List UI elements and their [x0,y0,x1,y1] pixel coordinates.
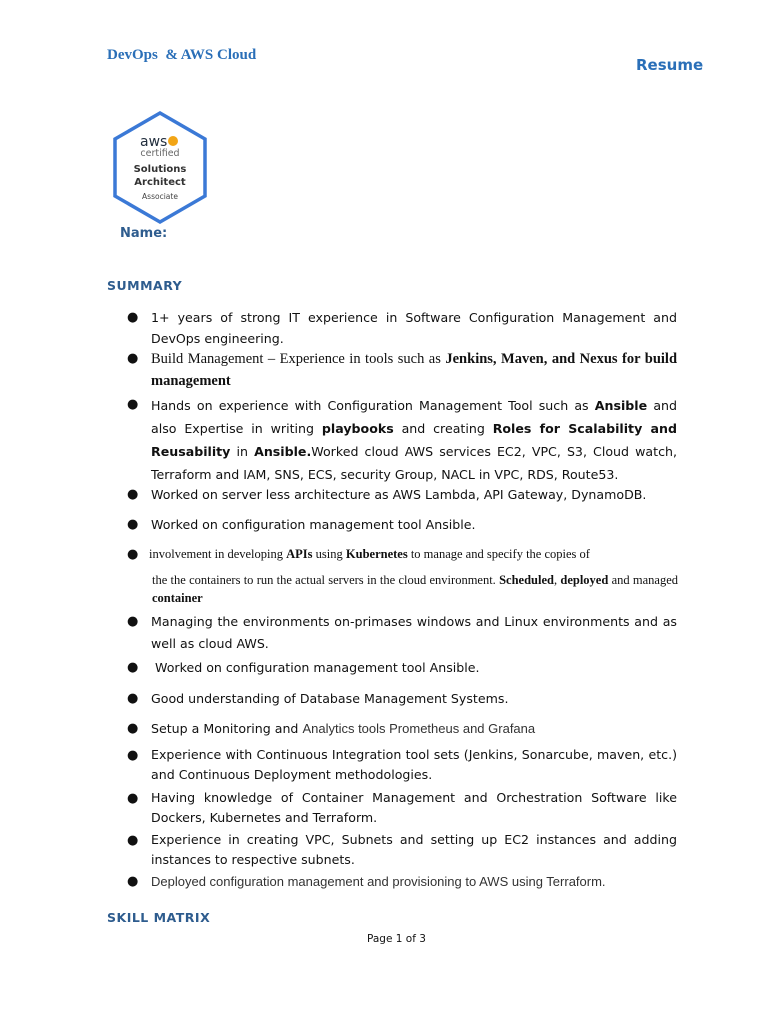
bullet-text: Experience with Continuous Integration tool sets (Jenkins, Sonarcube, maven, etc.) and Continuous Deployment methodologies. [151,747,677,782]
badge-solutions-text: Solutions [133,164,187,175]
badge-architect-text: Architect [134,177,186,188]
badge-check-icon [168,136,178,146]
bullet-text: Experience in creating VPC, Subnets and setting up EC2 instances and adding instances to respective subnets. [151,832,677,867]
summary-title: SUMMARY [107,278,183,293]
bullet-text: Worked on configuration management tool Ansible. [151,660,480,675]
bullet-text-continued: the the containers to run the actual servers in the cloud environment. Scheduled, deployed and managed container [152,573,679,605]
bullet-text: Having knowledge of Container Management and Orchestration Software like Dockers, Kubernetes and Terraform. [151,790,677,825]
bullet-text: Hands on experience with Configuration Management Tool such as Ansible and also Expertise in writing playbooks and creating Roles for Scalability and Reusability in Ansible.Worked cloud AWS services EC2, VPC, S3, Cloud watch, Terraform and IAM, SNS, ECS, security Group, NACL in VPC, RDS, Route53. [151,398,678,482]
badge-certified-text: certified [140,148,180,159]
bullet-text: Good understanding of Database Management Systems. [151,691,509,706]
page-number: Page 1 of 3 [367,933,426,945]
badge-aws-text: aws [140,134,168,150]
skill-matrix-title: SKILL MATRIX [107,910,211,925]
bullet-text: 1+ years of strong IT experience in Software Configuration Management and DevOps engineering. [151,310,677,346]
bullet-icon: ● [127,874,139,889]
bullet-icon: ● [127,748,139,763]
bullet-icon: ● [127,517,139,532]
bullet-icon: ● [127,660,139,675]
bullet-icon: ● [127,833,139,848]
bullet-text: Managing the environments on-primases windows and Linux environments and as well as cloud AWS. [151,614,677,651]
aws-certified-badge [110,110,210,225]
bullet-text: Worked on server less architecture as AWS Lambda, API Gateway, DynamoDB. [151,487,647,502]
bullet-icon: ● [127,791,139,806]
bullet-text: Build Management – Experience in tools such as Jenkins, Maven, and Nexus for build management [151,351,678,389]
bullet-text: Setup a Monitoring and Analytics tools Prometheus and Grafana [151,721,536,736]
bullet-icon: ● [127,691,139,706]
bullet-icon: ● [127,487,139,502]
name-label: Name: [120,226,168,241]
bullet-text: Worked on configuration management tool Ansible. [151,517,476,532]
bullet-icon: ● [127,310,139,325]
bullet-icon: ● [127,614,139,629]
bullet-icon: ● [127,351,139,366]
bullet-text: involvement in developing APIs using Kubernetes to manage and specify the copies of [149,547,590,561]
bullet-text: Deployed configuration management and provisioning to AWS using Terraform. [151,874,606,889]
bullet-icon: ● [127,547,139,562]
bullet-icon: ● [127,397,139,412]
badge-associate-text: Associate [142,192,178,201]
header-resume-title: Resume [636,56,704,74]
header-left-title: DevOps & AWS Cloud [107,47,257,63]
bullet-icon: ● [127,721,139,736]
